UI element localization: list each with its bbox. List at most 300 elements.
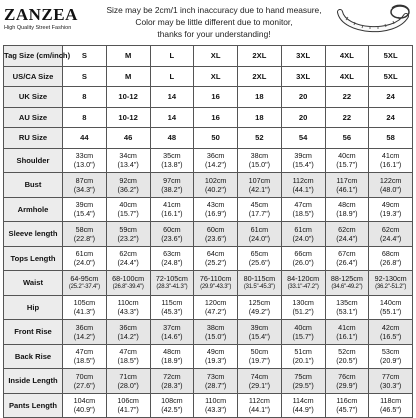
cm-value: 118cm	[380, 396, 402, 406]
inch-value: (29.9")	[336, 380, 358, 390]
measurement-cell	[150, 148, 194, 173]
measurement-cell	[106, 271, 150, 296]
measurement-rows	[4, 148, 413, 418]
inch-value: (24.0")	[73, 258, 96, 268]
cm-value: 61cm	[250, 224, 269, 234]
cm-value: 92cm	[119, 175, 137, 185]
measurement-cell	[106, 344, 150, 369]
row-label: AU Size	[4, 107, 63, 128]
measurement-cell	[63, 369, 107, 394]
size-cell: 58	[369, 128, 413, 149]
size-row	[4, 66, 413, 87]
cm-value: 74cm	[250, 371, 269, 381]
inch-value: (15.0")	[248, 160, 271, 170]
row-label: Hip	[4, 295, 63, 320]
inch-value: (46.1")	[336, 184, 358, 194]
measurement-cell	[194, 271, 238, 296]
cm-value: 112cm	[292, 175, 314, 185]
inch-value: (14.6")	[161, 331, 183, 341]
measurement-cell	[106, 222, 150, 247]
measurement-cell	[194, 295, 238, 320]
size-rows	[4, 46, 413, 149]
cm-value: 61cm	[75, 249, 94, 259]
inch-value: (24.4")	[117, 258, 139, 268]
measurement-cell	[369, 222, 413, 247]
cm-value: 36cm	[206, 151, 225, 161]
inch-value: (20.5")	[336, 356, 358, 366]
size-cell: L	[150, 46, 194, 67]
measurement-cell	[63, 246, 107, 271]
cm-value: 58cm	[75, 224, 94, 234]
size-cell: S	[63, 46, 107, 67]
inch-value: (53.1")	[336, 307, 358, 317]
cm-value: 52cm	[338, 347, 356, 357]
measurement-cell	[150, 197, 194, 222]
size-cell: 2XL	[238, 66, 282, 87]
cm-value: 36cm	[119, 322, 137, 332]
inch-value: (18.9")	[161, 356, 183, 366]
size-cell: 10-12	[106, 107, 150, 128]
inch-value: (51.2")	[292, 307, 314, 317]
inch-value: (28.0")	[117, 380, 139, 390]
measurement-cell	[369, 393, 413, 418]
row-label: RU Size	[4, 128, 63, 149]
cm-value: 80-115cm	[243, 273, 276, 283]
cm-value: 41cm	[338, 322, 356, 332]
inch-value: (47.2")	[204, 307, 227, 317]
measurement-cell	[150, 344, 194, 369]
cm-value: 41cm	[381, 151, 400, 161]
measurement-cell	[194, 393, 238, 418]
size-cell: XL	[194, 66, 238, 87]
inch-value: (25.6")	[248, 258, 271, 268]
cm-value: 39cm	[294, 151, 312, 161]
row-label: Armhole	[4, 197, 63, 222]
cm-value: 49cm	[381, 200, 400, 210]
size-cell: 16	[194, 107, 238, 128]
size-cell: 3XL	[281, 46, 325, 67]
measurement-row	[4, 173, 413, 198]
measurement-cell	[238, 148, 282, 173]
measurement-cell	[369, 344, 413, 369]
inch-value: (38.2")	[161, 184, 183, 194]
inch-value: (24.8")	[161, 258, 183, 268]
measurement-cell	[325, 344, 369, 369]
inch-value: (44.1")	[248, 405, 271, 415]
size-cell: S	[63, 66, 107, 87]
brand-tagline: High Quality Street Fashion	[4, 25, 72, 31]
brand-logo	[4, 6, 96, 40]
measurement-cell	[63, 173, 107, 198]
inch-value: (15.0")	[204, 331, 227, 341]
measurement-cell	[63, 271, 107, 296]
measurement-cell	[281, 271, 325, 296]
measurement-notice	[98, 4, 330, 40]
cm-value: 117cm	[336, 175, 358, 185]
measurement-cell	[325, 369, 369, 394]
measurement-cell	[369, 197, 413, 222]
notice-line: Size may be 2cm/1 inch inaccuracy due to hand measure,	[106, 5, 322, 15]
cm-value: 53cm	[381, 347, 400, 357]
cm-value: 36cm	[75, 322, 94, 332]
inch-value: (48.0")	[379, 184, 402, 194]
measurement-cell	[63, 393, 107, 418]
size-cell: 18	[238, 107, 282, 128]
inch-value: (26.8")	[379, 258, 402, 268]
measurement-cell	[238, 295, 282, 320]
measurement-cell	[194, 246, 238, 271]
size-cell: 52	[238, 128, 282, 149]
inch-value: (17.7")	[248, 209, 271, 219]
measurement-cell	[369, 369, 413, 394]
measurement-cell	[281, 393, 325, 418]
measurement-cell	[106, 148, 150, 173]
inch-value: (16.1")	[379, 160, 402, 170]
measurement-cell	[150, 295, 194, 320]
measurement-cell	[63, 197, 107, 222]
inch-value: (16.5")	[379, 331, 402, 341]
size-cell: 8	[63, 87, 107, 108]
cm-value: 115cm	[161, 298, 183, 308]
inch-value: (36.2"-51.2")	[375, 283, 407, 290]
measurement-cell	[106, 295, 150, 320]
size-cell: 46	[106, 128, 150, 149]
notice-line: Color may be little different due to monitor,	[135, 17, 293, 27]
inch-value: (26.0")	[292, 258, 314, 268]
cm-value: 92-130cm	[374, 273, 407, 283]
measurement-cell	[369, 295, 413, 320]
row-label: Shoulder	[4, 148, 63, 173]
size-cell: 44	[63, 128, 107, 149]
cm-value: 73cm	[206, 371, 225, 381]
measurement-cell	[194, 222, 238, 247]
cm-value: 38cm	[206, 322, 225, 332]
measurement-cell	[150, 320, 194, 345]
measurement-cell	[281, 246, 325, 271]
row-label: Pants Length	[4, 393, 63, 418]
measurement-row	[4, 246, 413, 271]
measurement-row	[4, 197, 413, 222]
cm-value: 106cm	[117, 396, 139, 406]
row-label: Back Rise	[4, 344, 63, 369]
cm-value: 75cm	[294, 371, 312, 381]
cm-value: 40cm	[338, 151, 356, 161]
inch-value: (19.3")	[379, 209, 402, 219]
measurement-cell	[281, 222, 325, 247]
inch-value: (33.1"-47.2")	[287, 283, 319, 290]
cm-value: 66cm	[294, 249, 312, 259]
cm-value: 64cm	[206, 249, 225, 259]
cm-value: 45cm	[250, 200, 269, 210]
cm-value: 50cm	[250, 347, 269, 357]
cm-value: 47cm	[294, 200, 312, 210]
cm-value: 35cm	[163, 151, 181, 161]
measurement-cell	[281, 320, 325, 345]
inch-value: (46.5")	[379, 405, 402, 415]
size-cell: 20	[281, 87, 325, 108]
inch-value: (23.6")	[161, 233, 183, 243]
cm-value: 49cm	[206, 347, 225, 357]
cm-value: 37cm	[163, 322, 181, 332]
inch-value: (55.1")	[379, 307, 402, 317]
size-cell: 50	[194, 128, 238, 149]
row-label: Front Rise	[4, 320, 63, 345]
inch-value: (24.0")	[248, 233, 271, 243]
inch-value: (15.7")	[336, 160, 358, 170]
measurement-row	[4, 271, 413, 296]
size-cell: 14	[150, 107, 194, 128]
measurement-row	[4, 295, 413, 320]
cm-value: 47cm	[75, 347, 94, 357]
inch-value: (16.1")	[161, 209, 183, 219]
size-cell: 14	[150, 87, 194, 108]
tape-measure-icon	[334, 2, 412, 42]
cm-value: 125cm	[248, 298, 271, 308]
inch-value: (24.4")	[336, 233, 358, 243]
cm-value: 76cm	[338, 371, 356, 381]
cm-value: 107cm	[248, 175, 271, 185]
measurement-cell	[238, 222, 282, 247]
size-cell: XL	[194, 46, 238, 67]
row-label: Tag Size (cm/inch)	[4, 46, 63, 67]
size-cell: 22	[325, 107, 369, 128]
measurement-cell	[150, 246, 194, 271]
inch-value: (23.2")	[117, 233, 139, 243]
cm-value: 48cm	[163, 347, 181, 357]
size-cell: 20	[281, 107, 325, 128]
cm-value: 63cm	[163, 249, 181, 259]
cm-value: 84-120cm	[287, 273, 320, 283]
measurement-cell	[281, 295, 325, 320]
measurement-cell	[238, 197, 282, 222]
size-cell: 22	[325, 87, 369, 108]
measurement-cell	[238, 369, 282, 394]
cm-value: 60cm	[163, 224, 181, 234]
cm-value: 105cm	[73, 298, 96, 308]
row-label: Sleeve length	[4, 222, 63, 247]
inch-value: (34.6"-49.2")	[331, 283, 363, 290]
inch-value: (19.7")	[248, 356, 271, 366]
cm-value: 43cm	[206, 200, 225, 210]
measurement-cell	[325, 222, 369, 247]
cm-value: 104cm	[73, 396, 96, 406]
cm-value: 68-100cm	[112, 273, 145, 283]
inch-value: (36.2")	[117, 184, 139, 194]
inch-value: (15.4")	[248, 331, 271, 341]
inch-value: (24.4")	[379, 233, 402, 243]
measurement-cell	[369, 320, 413, 345]
row-label: Waist	[4, 271, 63, 296]
inch-value: (25.2"-37.4")	[68, 283, 100, 290]
measurement-cell	[281, 173, 325, 198]
cm-value: 102cm	[204, 175, 227, 185]
inch-value: (30.3")	[379, 380, 402, 390]
measurement-cell	[281, 148, 325, 173]
inch-value: (28.3"-41.3")	[156, 283, 188, 290]
cm-value: 62cm	[119, 249, 137, 259]
measurement-cell	[325, 173, 369, 198]
size-cell: 56	[325, 128, 369, 149]
inch-value: (29.5")	[292, 380, 314, 390]
inch-value: (16.9")	[204, 209, 227, 219]
measurement-cell	[194, 369, 238, 394]
measurement-cell	[369, 246, 413, 271]
cm-value: 60cm	[206, 224, 225, 234]
measurement-cell	[150, 369, 194, 394]
cm-value: 62cm	[381, 224, 400, 234]
inch-value: (34.3")	[73, 184, 96, 194]
inch-value: (45.7")	[336, 405, 358, 415]
size-row	[4, 87, 413, 108]
header	[0, 0, 416, 44]
measurement-cell	[281, 197, 325, 222]
size-cell: M	[106, 66, 150, 87]
inch-value: (18.9")	[336, 209, 358, 219]
size-cell: 5XL	[369, 46, 413, 67]
size-cell: 24	[369, 107, 413, 128]
measurement-cell	[325, 197, 369, 222]
measurement-cell	[238, 246, 282, 271]
inch-value: (20.9")	[379, 356, 402, 366]
cm-value: 120cm	[204, 298, 227, 308]
size-row	[4, 128, 413, 149]
measurement-cell	[150, 271, 194, 296]
measurement-row	[4, 344, 413, 369]
inch-value: (20.1")	[292, 356, 314, 366]
measurement-row	[4, 393, 413, 418]
measurement-cell	[194, 173, 238, 198]
cm-value: 72-105cm	[155, 273, 188, 283]
inch-value: (14.2")	[204, 160, 227, 170]
inch-value: (23.6")	[204, 233, 227, 243]
measurement-cell	[106, 197, 150, 222]
measurement-row	[4, 148, 413, 173]
cm-value: 61cm	[294, 224, 312, 234]
cm-value: 38cm	[250, 151, 269, 161]
size-cell: 54	[281, 128, 325, 149]
inch-value: (13.0")	[73, 160, 96, 170]
cm-value: 39cm	[250, 322, 269, 332]
row-label: Bust	[4, 173, 63, 198]
inch-value: (25.2")	[204, 258, 227, 268]
measurement-cell	[106, 173, 150, 198]
cm-value: 87cm	[75, 175, 94, 185]
measurement-row	[4, 369, 413, 394]
cm-value: 110cm	[117, 298, 139, 308]
measurement-cell	[325, 320, 369, 345]
cm-value: 77cm	[381, 371, 400, 381]
cm-value: 114cm	[292, 396, 314, 406]
measurement-cell	[150, 222, 194, 247]
inch-value: (41.7")	[117, 405, 139, 415]
inch-value: (43.3")	[117, 307, 139, 317]
cm-value: 70cm	[75, 371, 94, 381]
inch-value: (18.5")	[117, 356, 139, 366]
inch-value: (45.3")	[161, 307, 183, 317]
cm-value: 62cm	[338, 224, 356, 234]
inch-value: (13.8")	[161, 160, 183, 170]
measurement-cell	[63, 295, 107, 320]
measurement-cell	[369, 271, 413, 296]
inch-value: (40.9")	[73, 405, 96, 415]
cm-value: 108cm	[161, 396, 183, 406]
inch-value: (29.9"-43.3")	[200, 283, 232, 290]
measurement-cell	[369, 148, 413, 173]
cm-value: 47cm	[119, 347, 137, 357]
measurement-cell	[63, 344, 107, 369]
cm-value: 135cm	[336, 298, 358, 308]
inch-value: (15.7")	[292, 331, 314, 341]
measurement-cell	[238, 393, 282, 418]
cm-value: 68cm	[381, 249, 400, 259]
cm-value: 48cm	[338, 200, 356, 210]
inch-value: (44.9")	[292, 405, 314, 415]
inch-value: (44.1")	[292, 184, 314, 194]
measurement-cell	[238, 344, 282, 369]
size-cell: 3XL	[281, 66, 325, 87]
inch-value: (15.4")	[292, 160, 314, 170]
inch-value: (49.2")	[248, 307, 271, 317]
measurement-cell	[325, 246, 369, 271]
inch-value: (14.2")	[117, 331, 139, 341]
inch-value: (14.2")	[73, 331, 96, 341]
measurement-cell	[194, 197, 238, 222]
size-cell: 4XL	[325, 46, 369, 67]
cm-value: 110cm	[205, 396, 227, 406]
cm-value: 39cm	[75, 200, 94, 210]
cm-value: 41cm	[163, 200, 181, 210]
cm-value: 130cm	[292, 298, 314, 308]
size-cell: M	[106, 46, 150, 67]
size-cell: 10-12	[106, 87, 150, 108]
cm-value: 33cm	[75, 151, 94, 161]
inch-value: (28.3")	[161, 380, 183, 390]
cm-value: 40cm	[294, 322, 312, 332]
measurement-cell	[63, 222, 107, 247]
measurement-cell	[106, 320, 150, 345]
inch-value: (42.1")	[248, 184, 271, 194]
size-cell: 4XL	[325, 66, 369, 87]
cm-value: 34cm	[119, 151, 137, 161]
measurement-cell	[63, 320, 107, 345]
measurement-cell	[238, 320, 282, 345]
brand-name: ZANZEA	[4, 5, 78, 24]
size-cell: 48	[150, 128, 194, 149]
cm-value: 71cm	[119, 371, 137, 381]
row-label: Tops Length	[4, 246, 63, 271]
inch-value: (28.7")	[204, 380, 227, 390]
measurement-cell	[325, 148, 369, 173]
inch-value: (26.8"-39.4")	[112, 283, 144, 290]
inch-value: (26.4")	[336, 258, 358, 268]
size-cell: 18	[238, 87, 282, 108]
measurement-cell	[325, 393, 369, 418]
inch-value: (40.2")	[204, 184, 227, 194]
cm-value: 72cm	[163, 371, 181, 381]
notice-line: thanks for your understanding!	[157, 29, 271, 39]
measurement-row	[4, 320, 413, 345]
cm-value: 116cm	[336, 396, 358, 406]
inch-value: (22.8")	[73, 233, 96, 243]
inch-value: (18.5")	[292, 209, 314, 219]
cm-value: 64-95cm	[70, 273, 99, 283]
cm-value: 59cm	[119, 224, 137, 234]
size-cell: 24	[369, 87, 413, 108]
measurement-cell	[194, 320, 238, 345]
measurement-cell	[106, 393, 150, 418]
measurement-row	[4, 222, 413, 247]
row-label: Inside Length	[4, 369, 63, 394]
